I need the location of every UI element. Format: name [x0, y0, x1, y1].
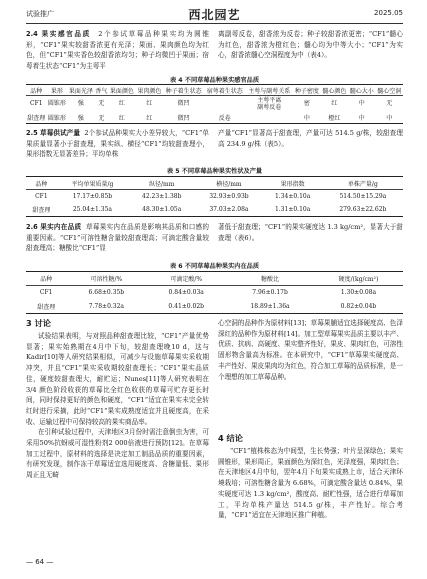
- table-cell: 强: [77, 114, 84, 122]
- journal-logo-title: 西北园艺: [188, 8, 241, 22]
- table-cell: 红: [146, 114, 153, 122]
- table-cell: 中: [358, 100, 365, 108]
- table-cell: 32.93±0.93b: [209, 193, 249, 201]
- table-cell: 1.30±0.08a: [340, 289, 377, 297]
- table-header-cell: 种子密度: [294, 87, 319, 95]
- table-cell: [204, 96, 245, 112]
- paragraph: “CF1”植株株态为中间型，生长势强；叶片呈深绿色；果实圆锥形，果形周正，果面颜色为深红色，光泽度强，果肉红色；在天津地区4月中旬，翌年4月下旬果实成熟上市，适合天津环境栽培；可溶性糖含量为 6.68%，可滴定酸含量达 0.84%，果实硬度可达 1.3 kg/cm²，酸度高、耐贮性强，适合进行草莓加工，平均单株产量达 514.5 g/株，丰产性好。综合考量，“CF1”适宜在天津地区推广种植。: [218, 447, 403, 520]
- table-cell: 6.68±0.35b: [88, 289, 125, 297]
- table-cell: 7.78±0.32a: [88, 302, 125, 310]
- table-cell: CF1: [35, 193, 48, 201]
- table-row: [26, 204, 403, 217]
- section-heading: 4 结论: [218, 433, 243, 443]
- table-row: [26, 286, 403, 300]
- table-cell: 密: [303, 100, 310, 108]
- section-heading: 2.4 果实感官品质: [26, 30, 91, 38]
- table-row: [26, 112, 403, 124]
- table-cell: 圆锥形: [47, 100, 66, 108]
- table-cell: 反卷: [218, 114, 231, 122]
- table-header-row: [26, 177, 403, 190]
- table-header-cell: 果形指数: [280, 180, 305, 188]
- table-cell: 主萼平离 副萼反卷: [257, 96, 282, 111]
- table-header-cell: 品种: [35, 180, 48, 188]
- paragraph: 试验结果表明，与对照品种甜查理比较，“CF1”产量优势显著；果实始熟期在4月中下旬，较甜查理晚10 d，这与 Kadir[10]等人研究结果相似，可减少与设施草莓果实采收期冲突，并且“CF1”果实采收期较甜查理长；“CF1”果实品质佳，硬度较甜查理大，耐贮运；Nunes[11]等人研究表明在 3/4 颜色阶段收获的草莓比全红色收获的草莓可贮存更长时间，同时保持更好的颜色和硬度，“CF1”适宜在果实未完全转红时进行采摘，此时“CF1”果实成熟度适宜并且硬度高，在采收、运输过程中可保持较高的果实商品率。: [26, 332, 209, 426]
- table-cell: [245, 112, 293, 124]
- conclusion-column: [218, 446, 403, 521]
- paragraph: 草莓果实内在品质是影响其品质和口感的重要因素。“CF1”可溶性糖含量较甜查理高；可滴定酸含量较甜查理高；糖酸比“CF1”显: [26, 223, 209, 253]
- table-cell: 无: [386, 100, 393, 108]
- table-header-row: [26, 272, 403, 286]
- table-cell: 微凹: [177, 114, 190, 122]
- table-header-cell: 品种: [30, 87, 43, 95]
- paragraph: 离副萼反卷，甜香浓为反卷；种子较甜香浓更密；“CF1”髓心为红色，甜香浓为橙红色；髓心均为中等大小；“CF1”为实心，甜香浓髓心空洞程度为中（表4）。: [218, 30, 403, 60]
- table-cell: 42.23±1.38b: [142, 193, 182, 201]
- table-cell: 甜查理: [32, 207, 51, 215]
- journal-section: 试验推广: [26, 10, 54, 18]
- table-row: [26, 300, 403, 314]
- table-header-cell: 髓心空洞: [377, 87, 402, 95]
- header-rule: [26, 23, 403, 24]
- table-cell: 1.31±0.10a: [274, 206, 311, 214]
- table-header-cell: 横径/mm: [216, 180, 242, 188]
- table-header-cell: 种子着生状态: [165, 87, 202, 95]
- table-5-caption: 表 5 不同草莓品种果实性状及产量: [166, 168, 263, 175]
- section-heading: 3 讨论: [26, 318, 51, 328]
- table-cell: CF1: [39, 289, 53, 297]
- paragraph: 2个参试品种果实大小差异较大，“CF1”单果质量显著小于甜查理，果实纵、横径“CF1”均较甜查理小，果形指数无显著差异；平均单株: [26, 129, 209, 159]
- table-cell: 橙红: [328, 114, 341, 122]
- table-cell: 48.30±1.05a: [142, 206, 182, 214]
- table-cell: 中: [386, 114, 393, 122]
- table-cell: 0.84±0.03a: [168, 289, 204, 297]
- table-cell: 甜查理: [37, 303, 56, 311]
- table-header-cell: 髓心颜色: [322, 87, 347, 95]
- table-cell: 圆锥形: [47, 114, 66, 122]
- table-header-cell: 果形: [50, 87, 63, 95]
- section-2-5-right: [218, 128, 403, 149]
- section-2-6-left: [26, 222, 209, 254]
- section-2-4-left: [26, 29, 209, 72]
- table-header-cell: 主萼与副萼关系: [248, 87, 291, 95]
- issue-number: 2025.05: [374, 9, 403, 17]
- paragraph: 著低于甜查理；“CF1”的果实硬度达 1.3 kg/cm²，显著大于甜查理（表6）。: [218, 223, 403, 242]
- table-cell: 0.82±0.04b: [340, 302, 377, 310]
- table-6-caption: 表 6 不同草莓品种果实内在品质: [169, 263, 260, 270]
- discussion-right-column: [218, 318, 403, 382]
- table-header-cell: 纵径/mm: [149, 180, 175, 188]
- table-cell: 1.34±0.10a: [274, 193, 311, 201]
- table-cell: 红: [118, 114, 125, 122]
- section-heading: 2.5 草莓供试产量: [26, 129, 80, 137]
- table-cell: 红: [331, 100, 338, 108]
- section-2-5-left: [26, 128, 209, 160]
- discussion-left-column: [26, 331, 209, 481]
- table-cell: 中: [358, 114, 365, 122]
- table-header-cell: 香气: [95, 87, 108, 95]
- table-cell: 红: [118, 100, 125, 108]
- table-row: [26, 96, 403, 112]
- running-header: [26, 6, 403, 22]
- section-2-6-right: [218, 222, 403, 243]
- table-header-cell: 可滴定酸/%: [170, 276, 203, 283]
- page-number: — 64 —: [26, 558, 54, 566]
- table-header-cell: 硬度/(kg/cm²): [338, 276, 379, 283]
- table-header-cell: 平均单果质量/g: [71, 180, 114, 188]
- table-header-cell: 品种: [40, 276, 53, 283]
- table-cell: CF1: [29, 100, 43, 108]
- table-cell: 红: [146, 100, 153, 108]
- table-cell: 279.63±22.62b: [339, 206, 387, 214]
- section-heading: 2.6 果实内在品质: [26, 223, 82, 231]
- table-header-cell: 可溶性糖/%: [90, 276, 123, 283]
- table-cell: 514.50±15.29a: [339, 193, 387, 201]
- paragraph: 心空洞的品种作为原材料[13]；草莓果脯适宜选择硬度高、色泽深红的品种作为原材料[14]。加工型草莓果实品质主要以丰产、优质、抗病、高硬度、果实整齐性好，果皮、果肉红色，可溶性固形物含量高为标准。在本研究中，“CF1”草莓果实硬度高、丰产性好、果皮果肉均为红色，符合加工草莓的品质标准，是一个理想的加工草莓品种。: [218, 319, 403, 381]
- table-header-cell: 宿萼着生状态: [206, 87, 243, 95]
- table-header-cell: 果面光泽: [68, 87, 93, 95]
- table-4: [26, 84, 403, 124]
- table-6: [26, 271, 403, 314]
- table-cell: 0.41±0.02b: [168, 302, 204, 310]
- paragraph: 产量“CF1”显著高于甜查理，产量可达 514.5 g/株，较甜查理高 234.9 g/株（表5）。: [218, 129, 403, 148]
- table-header-row: [26, 85, 403, 96]
- table-cell: 37.03±2.08a: [209, 206, 249, 214]
- table-cell: 强: [77, 100, 84, 108]
- table-cell: 中: [303, 114, 310, 122]
- table-row: [26, 190, 403, 204]
- table-cell: 甜查理: [27, 114, 46, 122]
- table-cell: 17.17±0.85b: [72, 193, 113, 201]
- table-header-cell: 髓心大小: [349, 87, 374, 95]
- table-cell: 7.96±0.17b: [252, 289, 288, 297]
- paragraph: 2个参试草莓品种果实均为圆锥形，“CF1”果实较甜香浓更有光泽；果面、果肉颜色均为红色，但“CF1”果实香色较甜香浓均匀；种子均微凹于果面；宿萼着生状态“CF1”为主萼平: [26, 30, 209, 71]
- table-header-cell: 果面颜色: [109, 87, 134, 95]
- table-cell: 无: [98, 100, 105, 108]
- section-2-4-right: [218, 29, 403, 61]
- table-cell: 18.89±1.36a: [250, 302, 290, 310]
- table-cell: 25.04±1.35a: [72, 206, 112, 214]
- table-header-cell: 糖酸比: [261, 276, 280, 283]
- table-4-caption: 表 4 不同草莓品种果实感官品质: [169, 77, 260, 84]
- paragraph: 在引种试验过程中，天津地区3月份时需注意倒虫为害，可采用50%抗蚜威可湿性粉剂2 000倍液进行预防[12]。在草莓加工过程中，原材料的选择是决定加工制品品质的重要因素，有研究发现，制作冻干草莓适宜选用硬度高、含糖量低、果形周正且无畸: [26, 428, 209, 480]
- table-cell: 无: [98, 114, 105, 122]
- table-5: [26, 176, 403, 217]
- table-cell: 微凹: [177, 100, 190, 108]
- table-header-cell: 果肉颜色: [137, 87, 162, 95]
- table-header-cell: 单株产量/g: [347, 180, 378, 188]
